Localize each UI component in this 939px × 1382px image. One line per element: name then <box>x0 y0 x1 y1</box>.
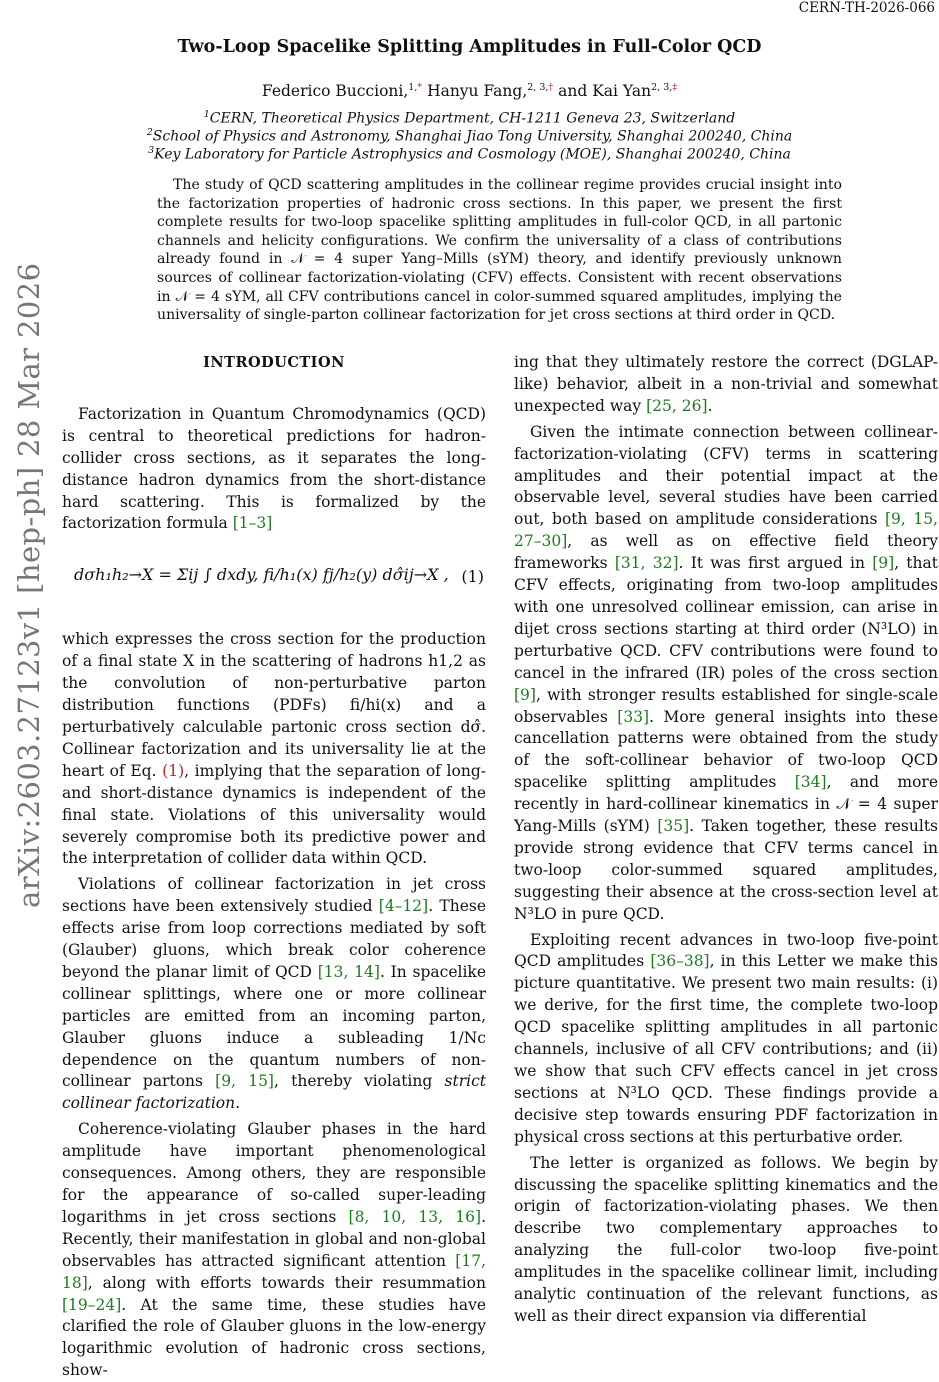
citation-link[interactable]: [1–3] <box>232 514 273 533</box>
affiliation-number: 2 <box>146 127 153 138</box>
affiliation-1 <box>0 109 939 127</box>
author-footnote-mark[interactable]: * <box>417 82 423 93</box>
citation-link[interactable]: [35] <box>657 817 690 836</box>
affiliation-3 <box>0 145 939 163</box>
section-heading: INTRODUCTION <box>203 354 345 371</box>
paragraph: Given the intimate connection between collinear-factorization-violating (CFV) terms in scattering amplitudes and their potential impact at the observable level, several studies have been carried out, both based on amplitude considerations [9, 15, 27–30], as well as on effective field theory frameworks [31, 32]. It was first argued in [9], that CFV effects, originating from two-loop amplitudes with one unresolved collinear emission, can arise in dijet cross sections starting at third order (N³LO) in perturbative QCD. CFV contributions were found to cancel in the infrared (IR) poles of the cross section [9], with stronger results established for single-scale observables [33]. More general insights into these cancellation patterns were obtained from the study of the soft-collinear behavior of two-loop QCD spacelike splitting amplitudes [34], and more recently in hard-collinear kinematics in 𝒩 = 4 super Yang-Mills (sYM) [35]. Taken together, these results provide strong evidence that CFV terms cancel in two-loop color-summed squared amplitudes, suggesting their absence at the cross-section level at N³LO in pure QCD. <box>514 422 939 923</box>
affiliation-number: 3 <box>148 145 155 156</box>
emphasis: strict collinear factorization <box>62 1072 486 1113</box>
left-column <box>62 352 486 1382</box>
citation-link[interactable]: [34] <box>794 773 827 792</box>
equation-ref-link[interactable]: (1) <box>162 761 185 780</box>
abstract: The study of QCD scattering amplitudes in the collinear regime provides crucial insight into the factorization properties of hadronic cross sections. In this paper, we present the first complete results for two-loop spacelike splitting amplitudes in full-color QCD, in all partonic channels and helicity configurations. We confirm the universality of a class of contributions already found in 𝒩 = 4 super Yang–Mills (sYM) theory, and identify previously unknown sources of collinear factorization-violating (CFV) effects. Consistent with recent observations in 𝒩 = 4 sYM, all CFV contributions cancel in color-summed squared amplitudes, implying the universality of single-parton collinear factorization for jet cross sections at third order in QCD. <box>157 177 842 324</box>
paragraph: Exploiting recent advances in two-loop five-point QCD amplitudes [36–38], in this Letter we make this picture quantitative. We present two main results: (i) we derive, for the first time, the complete two-loop QCD spacelike splitting amplitudes in all partonic channels, inclusive of all CFV contributions; and (ii) we show that such CFV effects cancel in jet cross sections at N³LO QCD. These findings provide a decisive step towards ensuring PDF factorization in physical cross sections at this perturbative order. <box>514 930 938 1146</box>
affiliation-number: 1 <box>203 109 210 120</box>
citation-link[interactable]: [9, 15, 27–30] <box>514 510 938 551</box>
author-name: Hanyu Fang, <box>427 82 528 101</box>
author-affiliation-mark: 2, 3, <box>527 82 549 93</box>
arxiv-identifier[interactable]: arXiv:2603.27123v1 [hep-ph] 28 Mar 2026 <box>12 262 46 908</box>
citation-link[interactable]: [13, 14] <box>317 962 380 981</box>
paragraph: Coherence-violating Glauber phases in the hard amplitude have important phenomenological consequences. Among others, they are responsible for the appearance of so-called super-leading logarithms in jet cross sections [8, 10, 13, 16]. Recently, their manifestation in global and non-global observables has attracted significant attention [17, 18], along with efforts towards their resummation [19–24]. At the same time, these studies have clarified the role of Glauber gluons in the low-energy logarithmic evolution of hadronic cross sections, show- <box>62 1120 487 1380</box>
affiliation-text: CERN, Theoretical Physics Department, CH-1211 Geneva 23, Switzerland <box>209 110 736 127</box>
affiliation-text: Key Laboratory for Particle Astrophysics and Cosmology (MOE), Shanghai 200240, China <box>154 146 791 163</box>
citation-link[interactable]: [33] <box>617 707 650 726</box>
citation-link[interactable]: [25, 26] <box>646 396 708 415</box>
affiliation-text: School of Physics and Astronomy, Shanghai Jiao Tong University, Shanghai 200240, China <box>152 128 793 145</box>
citation-link[interactable]: [9, 15] <box>215 1072 274 1091</box>
citation-link[interactable]: [31, 32] <box>614 554 679 573</box>
author-footnote-mark[interactable]: † <box>548 82 554 93</box>
author-list <box>0 82 939 100</box>
citation-link[interactable]: [8, 10, 13, 16] <box>348 1207 482 1226</box>
citation-link[interactable]: [9] <box>514 685 536 704</box>
paper-title: Two-Loop Spacelike Splitting Amplitudes in Full-Color QCD <box>177 37 762 57</box>
author-affiliation-mark: 2, 3, <box>651 82 673 93</box>
paragraph: which expresses the cross section for the production of a final state X in the scattering of hadrons h1,2 as the convolution of non-perturbative parton distribution functions (PDFs) fi/hi(x) and a perturbatively calculable partonic cross section dσ̂. Collinear factorization and its universality lie at the heart of Eq. (1), implying that the separation of long- and short-distance dynamics is independent of the final state. Violations of this universality would severely compromise both its predictive power and the interpretation of collider data within QCD. <box>62 630 486 868</box>
author-name: Kai Yan <box>592 82 652 101</box>
affiliation-2 <box>0 127 939 145</box>
author-affiliation-mark: 1, <box>408 82 418 93</box>
right-column <box>514 352 938 1328</box>
citation-link[interactable]: [19–24] <box>62 1295 122 1314</box>
equation-number: (1) <box>461 567 484 587</box>
equation-1 <box>62 546 486 618</box>
preprint-number: CERN-TH-2026-066 <box>798 0 935 16</box>
and-word: and <box>558 82 588 101</box>
paragraph: Factorization in Quantum Chromodynamics (QCD) is central to theoretical predictions for hadron-collider cross sections, as it separates the long-distance hadron dynamics from the short-distance hard scattering. This is formalized by the factorization formula [1–3] <box>62 404 486 533</box>
equation-body: dσh₁h₂→X = Σij ∫ dxdy, fi/h₁(x) fj/h₂(y) dσ̂ij→X , <box>74 565 449 585</box>
paragraph: The letter is organized as follows. We begin by discussing the spacelike splitting kinematics and the origin of factorization-violating phases. We then describe two complementary approaches to analyzing the full-color two-loop five-point amplitudes in the spacelike collinear limit, including analytic continuation of the relevant functions, as well as their direct expansion via differential <box>514 1153 938 1325</box>
author-footnote-mark[interactable]: ‡ <box>672 82 678 93</box>
citation-link[interactable]: [36–38] <box>650 952 710 971</box>
paragraph: Violations of collinear factorization in jet cross sections have been extensively studied [4–12]. These effects arise from loop corrections mediated by soft (Glauber) gluons, which break color coherence beyond the planar limit of QCD [13, 14]. In spacelike collinear splittings, where one or more collinear particles are emitted from an incoming parton, Glauber gluons induce a subleading 1/Nc dependence on the quantum numbers of non-collinear partons [9, 15], thereby violating strict collinear factorization. <box>62 875 486 1113</box>
citation-link[interactable]: [4–12] <box>378 897 429 916</box>
author-name: Federico Buccioni, <box>261 82 409 101</box>
paragraph: ing that they ultimately restore the correct (DGLAP-like) behavior, albeit in a non-trivial and somewhat unexpected way [25, 26]. <box>514 353 938 415</box>
citation-link[interactable]: [9] <box>872 554 895 573</box>
citation-link[interactable]: [17, 18] <box>62 1251 486 1292</box>
